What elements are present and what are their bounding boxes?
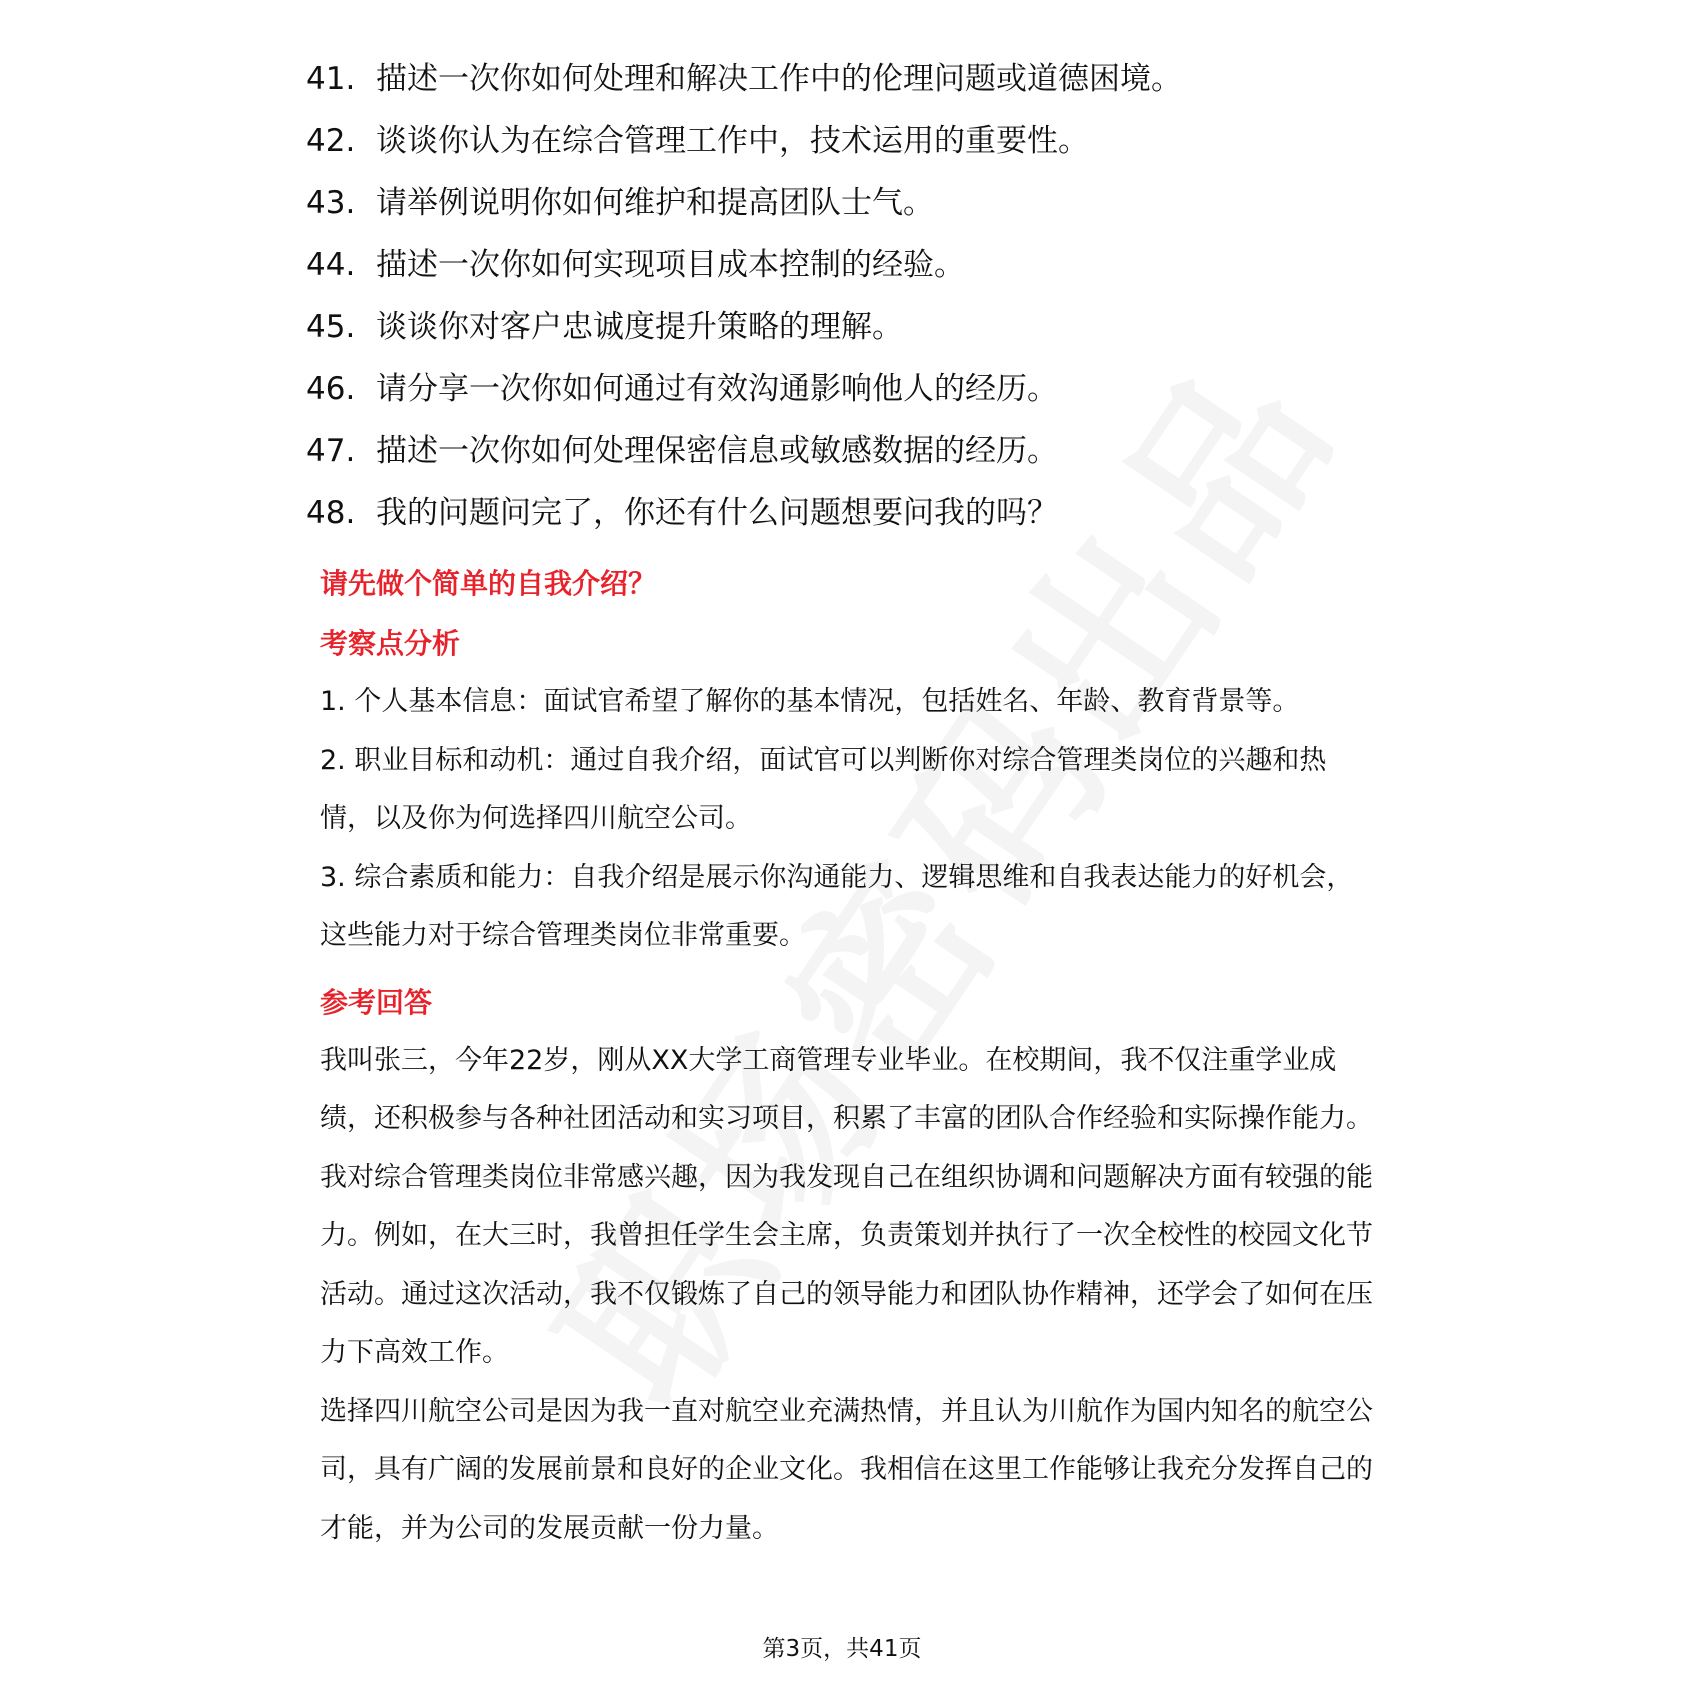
answer-paragraph: 我叫张三，今年22岁，刚从XX大学工商管理专业毕业。在校期间，我不仅注重学业成绩，还积极参与各种社团活动和实习项目，积累了丰富的团队合作经验和实际操作能力。	[320, 1044, 1373, 1134]
question-text: 描述一次你如何实现项目成本控制的经验。	[376, 247, 965, 283]
question-number: 41.	[306, 61, 356, 97]
question-number: 43.	[306, 185, 356, 221]
question-text: 描述一次你如何处理保密信息或敏感数据的经历。	[376, 433, 1058, 469]
question-item	[306, 358, 1406, 420]
question-item	[306, 482, 1406, 544]
question-text: 请举例说明你如何维护和提高团队士气。	[376, 185, 934, 221]
analysis-point: 1. 个人基本信息：面试官希望了解你的基本情况，包括姓名、年龄、教育背景等。	[320, 686, 1300, 717]
question-item	[306, 172, 1406, 234]
analysis-point: 3. 综合素质和能力：自我介绍是展示你沟通能力、逻辑思维和自我表达能力的好机会，这些能力对于综合管理类岗位非常重要。	[320, 861, 1354, 951]
question-text: 描述一次你如何处理和解决工作中的伦理问题或道德困境。	[376, 61, 1182, 97]
question-number: 42.	[306, 123, 356, 159]
question-item	[306, 110, 1406, 172]
page-number: 第3页，共41页	[762, 1636, 922, 1662]
answer-paragraph: 我对综合管理类岗位非常感兴趣，因为我发现自己在组织协调和问题解决方面有较强的能力。例如，在大三时，我曾担任学生会主席，负责策划并执行了一次全校性的校园文化节活动。通过这次活动，我不仅锻炼了自己的领导能力和团队协作精神，还学会了如何在压力下高效工作。	[320, 1161, 1373, 1368]
answer-section	[320, 555, 1380, 1558]
question-item	[306, 234, 1406, 296]
question-item	[306, 296, 1406, 358]
answer-heading: 参考回答	[320, 985, 433, 1019]
question-number: 46.	[306, 371, 356, 407]
analysis-heading: 考察点分析	[320, 627, 461, 660]
question-text: 我的问题问完了，你还有什么问题想要问我的吗？	[376, 495, 1058, 531]
question-text: 谈谈你认为在综合管理工作中，技术运用的重要性。	[376, 123, 1089, 159]
question-number: 44.	[306, 247, 356, 283]
answer-paragraph: 选择四川航空公司是因为我一直对航空业充满热情，并且认为川航作为国内知名的航空公司，具有广阔的发展前景和良好的企业文化。我相信在这里工作能够让我充分发挥自己的才能，并为公司的发展贡献一份力量。	[320, 1395, 1373, 1544]
question-text: 请分享一次你如何通过有效沟通影响他人的经历。	[376, 371, 1058, 407]
question-item	[306, 48, 1406, 110]
question-item	[306, 420, 1406, 482]
question-number: 47.	[306, 433, 356, 469]
question-list	[306, 48, 1406, 544]
question-text: 谈谈你对客户忠诚度提升策略的理解。	[376, 309, 903, 345]
question-title: 请先做个简单的自我介绍？	[320, 567, 657, 600]
question-number: 48.	[306, 495, 356, 531]
question-number: 45.	[306, 309, 356, 345]
analysis-point: 2. 职业目标和动机：通过自我介绍，面试官可以判断你对综合管理类岗位的兴趣和热情，以及你为何选择四川航空公司。	[320, 744, 1327, 834]
